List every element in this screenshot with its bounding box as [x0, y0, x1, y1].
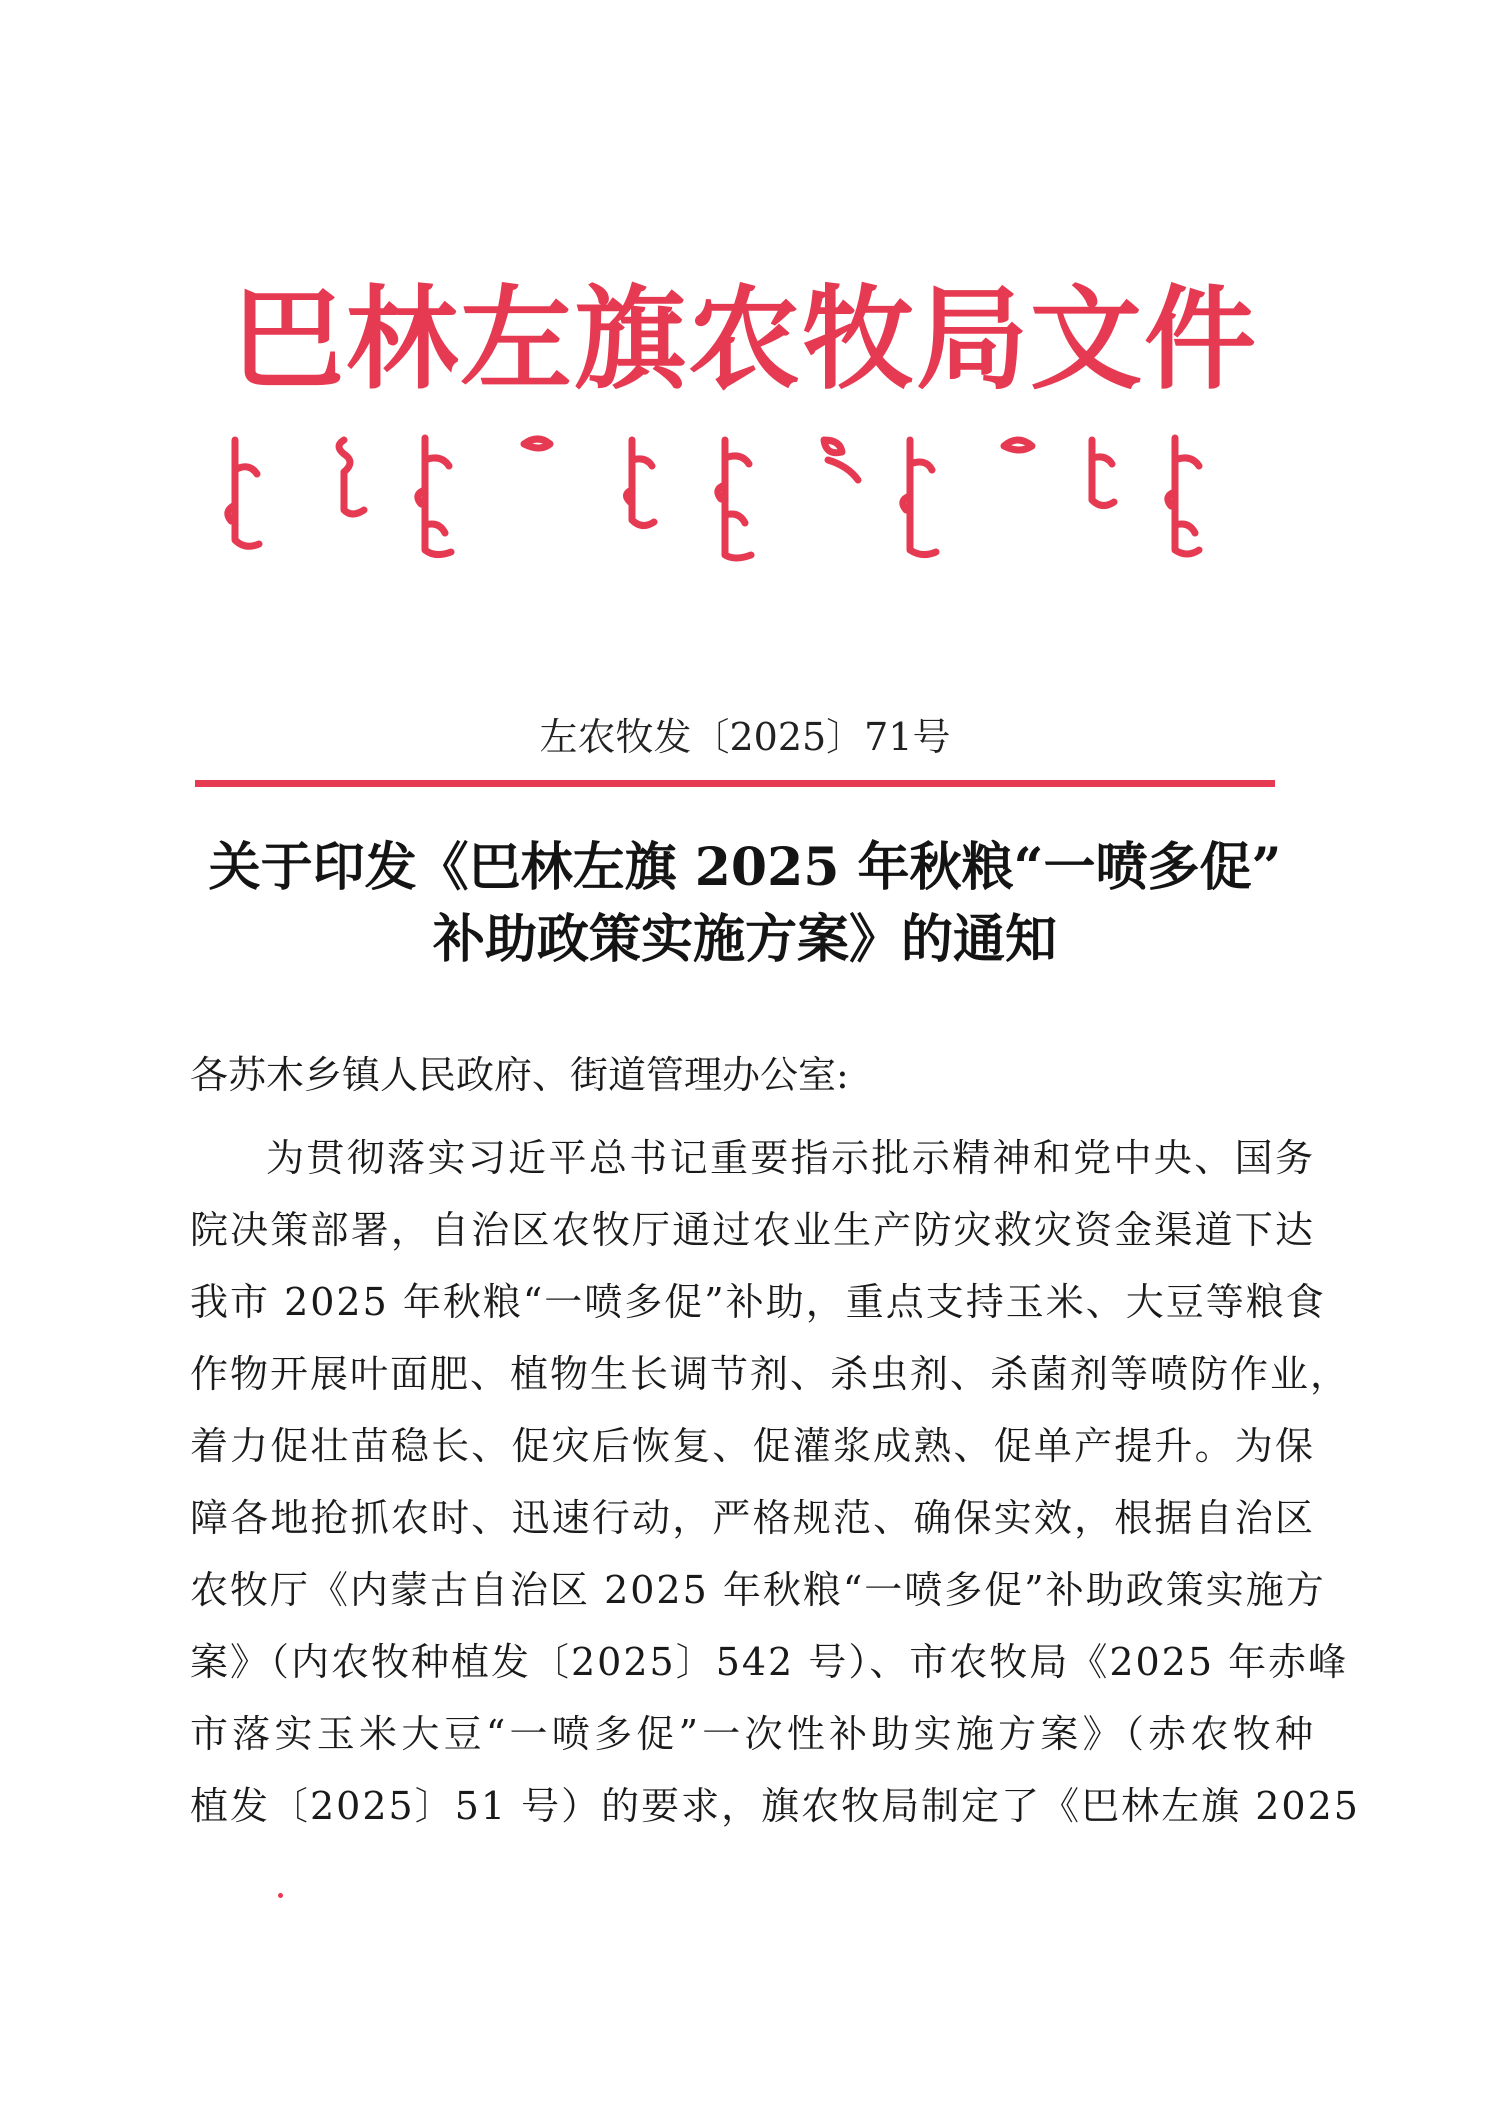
- body-line: 作物开展叶面肥、植物生长调节剂、杀虫剂、杀菌剂等喷防作业，: [190, 1352, 1351, 1396]
- red-separator-line: [195, 780, 1275, 787]
- body-line: 院决策部署，自治区农牧厅通过农业生产防灾救灾资金渠道下达: [190, 1208, 1315, 1252]
- salutation: 各苏木乡镇人民政府、街道管理办公室:: [190, 1053, 849, 1097]
- masthead-title: 巴林左旗农牧局文件: [232, 275, 1258, 405]
- body-line: 我市 2025 年秋粮“一喷多促”补助，重点支持玉米、大豆等粮食: [190, 1280, 1326, 1324]
- red-speck-mark: [278, 1893, 283, 1898]
- body-line: 为贯彻落实习近平总书记重要指示批示精神和党中央、国务: [266, 1136, 1315, 1180]
- title-line-2: 补助政策实施方案》的通知: [432, 909, 1057, 970]
- body-line: 植发〔2025〕51 号）的要求，旗农牧局制定了《巴林左旗 2025: [190, 1784, 1360, 1828]
- document-title: [0, 832, 1490, 976]
- document-number: 左农牧发〔2025〕71号: [539, 715, 951, 759]
- body-paragraph: [190, 1122, 1360, 1842]
- mongolian-script-masthead-icon: [205, 430, 1265, 570]
- body-line: 障各地抢抓农时、迅速行动，严格规范、确保实效，根据自治区: [190, 1496, 1315, 1540]
- title-line-1: 关于印发《巴林左旗 2025 年秋粮“一喷多促”: [208, 837, 1282, 898]
- body-line: 案》（内农牧种植发〔2025〕542 号）、市农牧局《2025 年赤峰: [190, 1640, 1349, 1684]
- body-line: 市落实玉米大豆“一喷多促”一次性补助实施方案》（赤农牧种: [190, 1712, 1315, 1756]
- body-line: 着力促壮苗稳长、促灾后恢复、促灌浆成熟、促单产提升。为保: [190, 1424, 1315, 1468]
- body-line: 农牧厅《内蒙古自治区 2025 年秋粮“一喷多促”补助政策实施方: [190, 1568, 1326, 1612]
